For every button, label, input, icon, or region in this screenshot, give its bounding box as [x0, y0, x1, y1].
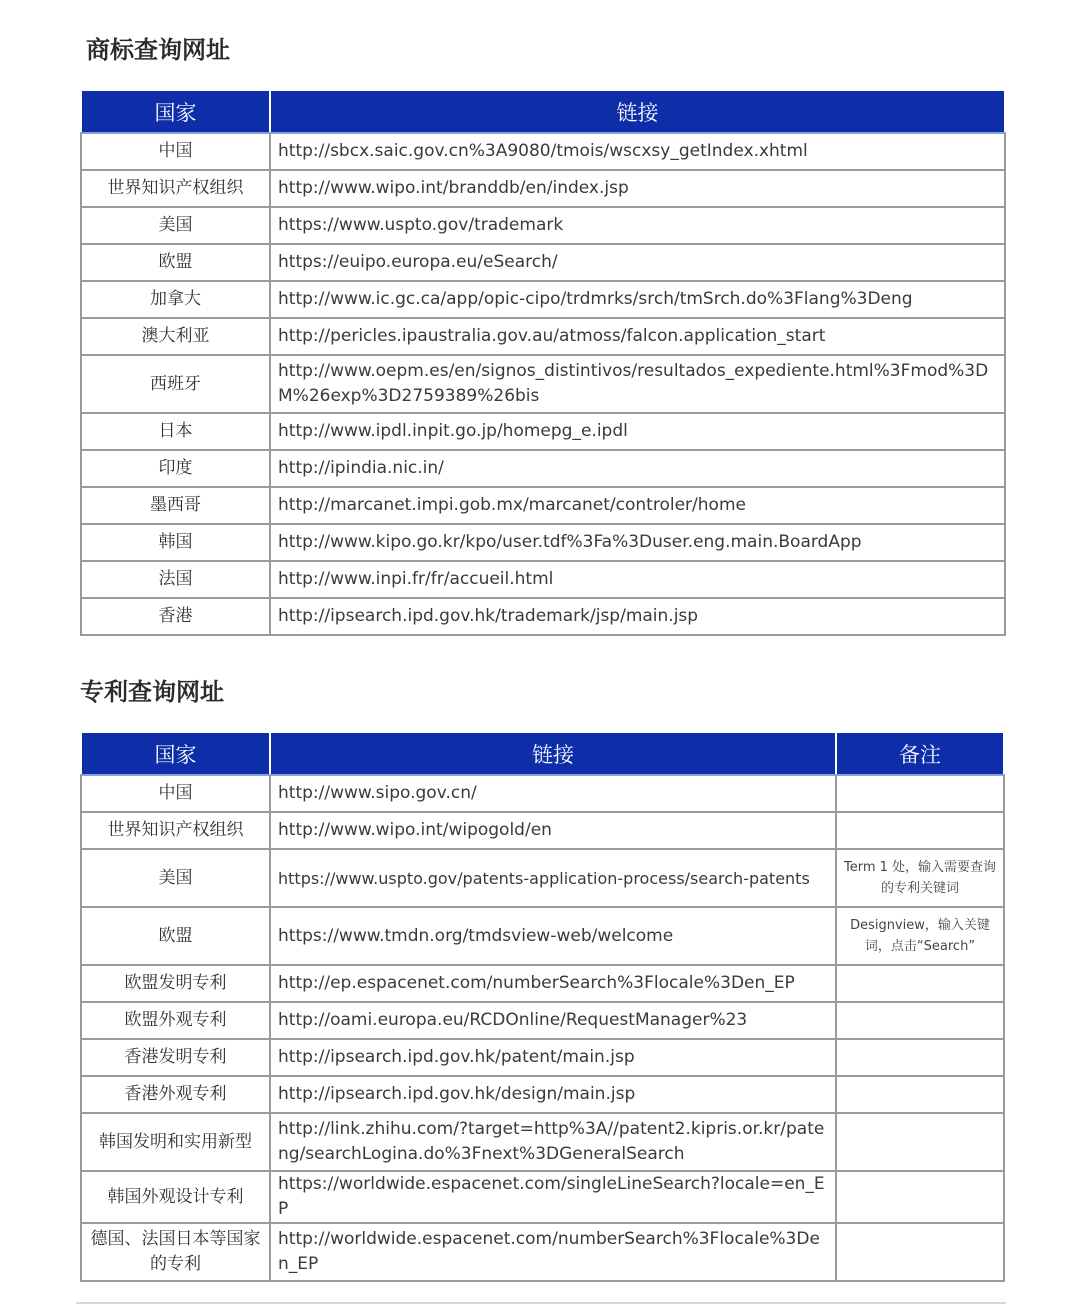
note-cell [836, 1076, 1004, 1113]
note-cell: Term 1 处，输入需要查询的专利关键词 [836, 849, 1004, 907]
table-row [81, 1171, 1004, 1223]
note-cell [836, 1002, 1004, 1039]
table-row [81, 170, 1005, 207]
country-cell: 香港 [81, 598, 270, 635]
country-cell: 韩国发明和实用新型 [81, 1113, 270, 1171]
country-cell: 欧盟 [81, 907, 270, 965]
link-cell[interactable]: http://worldwide.espacenet.com/numberSearch%3Flocale%3Den_EP [270, 1223, 836, 1281]
country-column-header: 国家 [81, 91, 270, 133]
country-cell: 中国 [81, 775, 270, 812]
country-cell: 韩国外观设计专利 [81, 1171, 270, 1223]
table-row [81, 133, 1005, 170]
table-row [81, 1113, 1004, 1171]
link-cell[interactable]: http://oami.europa.eu/RCDOnline/RequestManager%23 [270, 1002, 836, 1039]
link-cell[interactable]: https://www.tmdn.org/tmdsview-web/welcome [270, 907, 836, 965]
country-cell: 西班牙 [81, 355, 270, 413]
table-row [81, 355, 1005, 413]
country-cell: 世界知识产权组织 [81, 812, 270, 849]
country-cell: 法国 [81, 561, 270, 598]
link-cell[interactable]: http://www.kipo.go.kr/kpo/user.tdf%3Fa%3Duser.eng.main.BoardApp [270, 524, 1005, 561]
link-cell[interactable]: http://ep.espacenet.com/numberSearch%3Flocale%3Den_EP [270, 965, 836, 1002]
table-row [81, 775, 1004, 812]
note-cell [836, 775, 1004, 812]
country-cell: 墨西哥 [81, 487, 270, 524]
table-row [81, 318, 1005, 355]
table-row [81, 965, 1004, 1002]
country-cell: 欧盟发明专利 [81, 965, 270, 1002]
link-cell[interactable]: http://www.sipo.gov.cn/ [270, 775, 836, 812]
note-cell [836, 1171, 1004, 1223]
country-cell: 韩国 [81, 524, 270, 561]
table-row [81, 524, 1005, 561]
link-cell[interactable]: https://worldwide.espacenet.com/singleLineSearch?locale=en_EP [270, 1171, 836, 1223]
patent-table [80, 733, 1005, 1282]
country-cell: 美国 [81, 849, 270, 907]
table-row [81, 450, 1005, 487]
note-cell [836, 1113, 1004, 1171]
trademark-table [80, 91, 1006, 636]
patent-table-header [81, 733, 1004, 775]
link-cell[interactable]: https://www.uspto.gov/trademark [270, 207, 1005, 244]
country-cell: 日本 [81, 413, 270, 450]
link-column-header: 链接 [270, 91, 1005, 133]
table-row [81, 413, 1005, 450]
trademark-table-header [81, 91, 1005, 133]
table-row [81, 812, 1004, 849]
link-cell[interactable]: http://marcanet.impi.gob.mx/marcanet/controler/home [270, 487, 1005, 524]
link-cell[interactable]: http://ipsearch.ipd.gov.hk/design/main.jsp [270, 1076, 836, 1113]
table-row [81, 1076, 1004, 1113]
link-cell[interactable]: http://www.ipdl.inpit.go.jp/homepg_e.ipdl [270, 413, 1005, 450]
table-row [81, 281, 1005, 318]
country-cell: 德国、法国日本等国家的专利 [81, 1223, 270, 1281]
table-row [81, 598, 1005, 635]
note-cell [836, 812, 1004, 849]
table-row [81, 907, 1004, 965]
country-cell: 世界知识产权组织 [81, 170, 270, 207]
note-cell [836, 965, 1004, 1002]
country-cell: 美国 [81, 207, 270, 244]
country-cell: 欧盟 [81, 244, 270, 281]
table-row [81, 561, 1005, 598]
link-cell[interactable]: http://ipsearch.ipd.gov.hk/patent/main.jsp [270, 1039, 836, 1076]
country-cell: 香港发明专利 [81, 1039, 270, 1076]
patent-section-title: 专利查询网址 [80, 678, 224, 706]
link-cell[interactable]: http://ipsearch.ipd.gov.hk/trademark/jsp/main.jsp [270, 598, 1005, 635]
link-cell[interactable]: http://ipindia.nic.in/ [270, 450, 1005, 487]
note-column-header: 备注 [836, 733, 1004, 775]
trademark-section-title: 商标查询网址 [86, 36, 230, 64]
bottom-divider [76, 1302, 1006, 1304]
link-cell[interactable]: http://www.inpi.fr/fr/accueil.html [270, 561, 1005, 598]
country-cell: 香港外观专利 [81, 1076, 270, 1113]
country-cell: 澳大利亚 [81, 318, 270, 355]
link-cell[interactable]: http://link.zhihu.com/?target=http%3A//patent2.kipris.or.kr/pateng/searchLogina.do%3Fnext%3DGeneralSearch [270, 1113, 836, 1171]
table-row [81, 244, 1005, 281]
link-cell[interactable]: http://sbcx.saic.gov.cn%3A9080/tmois/wscxsy_getIndex.xhtml [270, 133, 1005, 170]
link-cell[interactable]: http://www.wipo.int/wipogold/en [270, 812, 836, 849]
link-column-header: 链接 [270, 733, 836, 775]
country-cell: 加拿大 [81, 281, 270, 318]
table-row [81, 1223, 1004, 1281]
link-cell[interactable]: http://www.oepm.es/en/signos_distintivos/resultados_expediente.html%3Fmod%3DM%26exp%3D2759389%26bis [270, 355, 1005, 413]
link-cell[interactable]: https://www.uspto.gov/patents-application-process/search-patents [270, 849, 836, 907]
table-row [81, 1039, 1004, 1076]
link-cell[interactable]: https://euipo.europa.eu/eSearch/ [270, 244, 1005, 281]
link-cell[interactable]: http://pericles.ipaustralia.gov.au/atmoss/falcon.application_start [270, 318, 1005, 355]
country-cell: 中国 [81, 133, 270, 170]
country-cell: 印度 [81, 450, 270, 487]
table-row [81, 1002, 1004, 1039]
link-cell[interactable]: http://www.ic.gc.ca/app/opic-cipo/trdmrks/srch/tmSrch.do%3Flang%3Deng [270, 281, 1005, 318]
table-row [81, 487, 1005, 524]
country-cell: 欧盟外观专利 [81, 1002, 270, 1039]
table-row [81, 849, 1004, 907]
note-cell [836, 1039, 1004, 1076]
note-cell: Designview，输入关键词，点击“Search” [836, 907, 1004, 965]
link-cell[interactable]: http://www.wipo.int/branddb/en/index.jsp [270, 170, 1005, 207]
country-column-header: 国家 [81, 733, 270, 775]
note-cell [836, 1223, 1004, 1281]
table-row [81, 207, 1005, 244]
